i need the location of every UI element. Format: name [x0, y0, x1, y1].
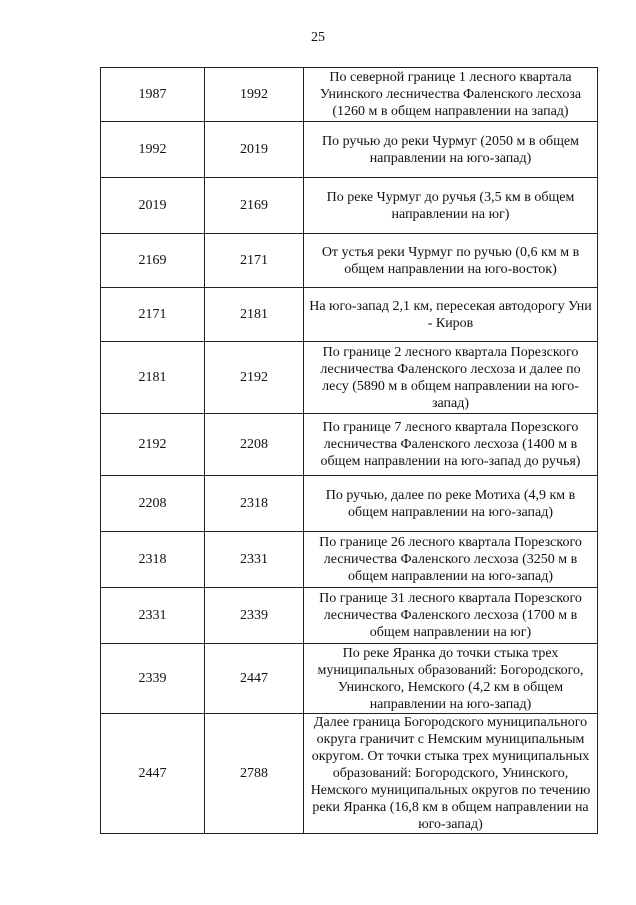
description-cell: По границе 7 лесного квартала Порезского лесничества Фаленского лесхоза (1400 м в общем направлении на юго-запад до ручья): [304, 414, 598, 476]
point-to-cell: 2331: [205, 532, 304, 588]
point-from-cell: 2169: [101, 234, 205, 288]
point-to-cell: 2339: [205, 588, 304, 644]
description-cell: По границе 31 лесного квартала Порезского лесничества Фаленского лесхоза (1700 м в общем направлении на юг): [304, 588, 598, 644]
table-body: [101, 68, 598, 834]
point-to-cell: 2171: [205, 234, 304, 288]
description-cell: По ручью, далее по реке Мотиха (4,9 км в общем направлении на юго-запад): [304, 476, 598, 532]
table-row: [101, 714, 598, 834]
point-to-cell: 2181: [205, 288, 304, 342]
table-row: [101, 234, 598, 288]
table-row: [101, 588, 598, 644]
page-number: 25: [311, 30, 325, 45]
description-cell: По реке Яранка до точки стыка трех муниципальных образований: Богородского, Унинского, Немского (4,2 км в общем направлении на юго-запад): [304, 644, 598, 714]
description-cell: По северной границе 1 лесного квартала Унинского лесничества Фаленского лесхоза (1260 м в общем направлении на запад): [304, 68, 598, 122]
description-cell: По границе 26 лесного квартала Порезского лесничества Фаленского лесхоза (3250 м в общем направлении на юго-запад): [304, 532, 598, 588]
table-row: [101, 342, 598, 414]
table-row: [101, 532, 598, 588]
point-from-cell: 2447: [101, 714, 205, 834]
point-from-cell: 2208: [101, 476, 205, 532]
description-cell: По границе 2 лесного квартала Порезского лесничества Фаленского лесхоза и далее по лесу (5890 м в общем направлении на юго-запад): [304, 342, 598, 414]
point-from-cell: 1987: [101, 68, 205, 122]
point-to-cell: 2447: [205, 644, 304, 714]
table-row: [101, 476, 598, 532]
point-from-cell: 2318: [101, 532, 205, 588]
point-from-cell: 2181: [101, 342, 205, 414]
table-row: [101, 644, 598, 714]
point-to-cell: 2019: [205, 122, 304, 178]
table-row: [101, 414, 598, 476]
point-from-cell: 2171: [101, 288, 205, 342]
table-row: [101, 122, 598, 178]
description-cell: Далее граница Богородского муниципального округа граничит с Немским муниципальным округом. От точки стыка трех муниципальных образований: Богородского, Унинского, Немского муниципальных округов по течению реки Яранка (16,8 км в общем направлении на юго-запад): [304, 714, 598, 834]
point-to-cell: 2192: [205, 342, 304, 414]
description-cell: По реке Чурмуг до ручья (3,5 км в общем направлении на юг): [304, 178, 598, 234]
description-cell: По ручью до реки Чурмуг (2050 м в общем направлении на юго-запад): [304, 122, 598, 178]
description-cell: От устья реки Чурмуг по ручью (0,6 км м в общем направлении на юго-восток): [304, 234, 598, 288]
point-from-cell: 2192: [101, 414, 205, 476]
point-from-cell: 2019: [101, 178, 205, 234]
description-cell: На юго-запад 2,1 км, пересекая автодорогу Уни - Киров: [304, 288, 598, 342]
boundary-table: [100, 67, 598, 834]
point-from-cell: 2339: [101, 644, 205, 714]
table-row: [101, 178, 598, 234]
point-to-cell: 2788: [205, 714, 304, 834]
point-to-cell: 2318: [205, 476, 304, 532]
point-from-cell: 1992: [101, 122, 205, 178]
point-to-cell: 2169: [205, 178, 304, 234]
point-from-cell: 2331: [101, 588, 205, 644]
point-to-cell: 2208: [205, 414, 304, 476]
table-row: [101, 288, 598, 342]
point-to-cell: 1992: [205, 68, 304, 122]
table-row: [101, 68, 598, 122]
